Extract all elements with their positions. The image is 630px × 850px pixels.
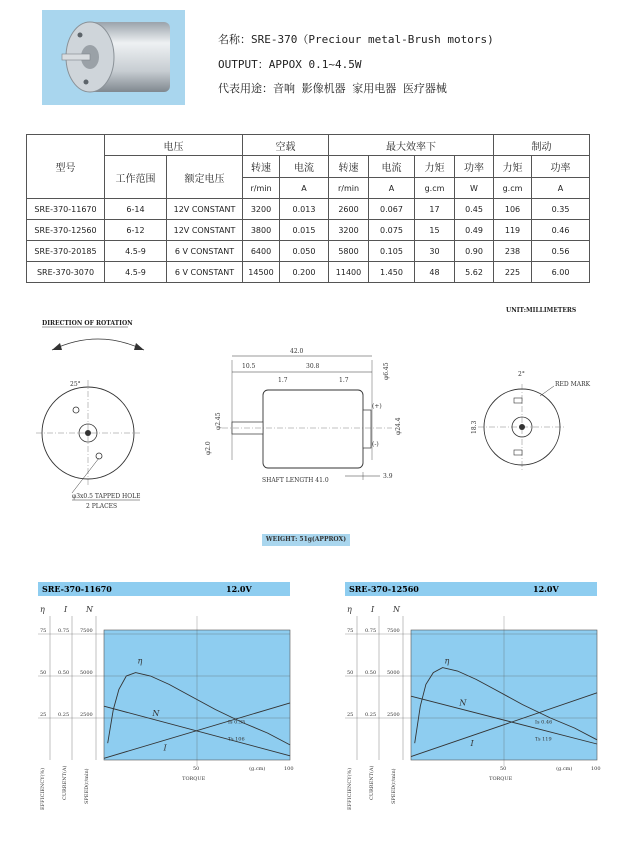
cell: 6 V CONSTANT — [167, 241, 243, 262]
shaft-dot — [85, 430, 91, 436]
x-tick-label: 50 — [500, 766, 507, 772]
dimension-drawing — [0, 300, 630, 525]
current-symbol: I — [371, 605, 375, 614]
cell: 4.5-9 — [105, 262, 167, 283]
cell: 3200 — [243, 199, 280, 220]
spd-tick-label: 5000 — [80, 670, 93, 676]
cell: 6400 — [243, 241, 280, 262]
spd-tick-label: 7500 — [80, 628, 93, 634]
eff-tick-label: 75 — [40, 628, 47, 634]
cell: 4.5-9 — [105, 241, 167, 262]
cell: 106 — [494, 199, 532, 220]
rotation-arrow — [52, 339, 144, 350]
cell: SRE-370-12560 — [27, 220, 105, 241]
spec-table — [26, 134, 590, 283]
th-unit: g.cm — [494, 178, 532, 199]
minus-terminal: (-) — [372, 441, 379, 448]
weight-label: WEIGHT: 51g(APPROX) — [262, 534, 350, 546]
cur-tick-label: 0.25 — [365, 712, 377, 718]
angle-right: 2° — [518, 371, 525, 378]
cell: SRE-370-11670 — [27, 199, 105, 220]
end-cap — [363, 410, 371, 448]
cell: SRE-370-20185 — [27, 241, 105, 262]
cell: 11400 — [329, 262, 369, 283]
table-row — [27, 262, 590, 283]
dim-a: 10.5 — [242, 363, 256, 370]
efficiency-axis-label: EFFICIENCY(%) — [347, 767, 353, 810]
motor-image — [42, 10, 185, 105]
eff-tick-label: 25 — [40, 712, 47, 718]
leader-line — [72, 458, 99, 493]
cell: 0.46 — [532, 220, 590, 241]
current-axis-label: CURRENT(A) — [62, 765, 68, 800]
eff-tick-label: 75 — [347, 628, 354, 634]
dim-phi645: φ6.45 — [383, 362, 390, 380]
th-sub: 功率 — [455, 156, 494, 178]
th-sub: 功率 — [532, 156, 590, 178]
motor-photo — [42, 10, 185, 105]
unit-label: UNIT:MILLIMETERS — [506, 307, 577, 314]
th-max-efficiency: 最大效率下 — [329, 135, 494, 156]
cell: 0.35 — [532, 199, 590, 220]
chart-title: SRE-370-11670 — [42, 584, 112, 594]
plus-terminal: (+) — [372, 403, 382, 410]
series-label: I — [163, 743, 167, 753]
annotation: Ts 119 — [535, 736, 552, 743]
cur-tick-label: 0.50 — [58, 670, 70, 676]
annotation: Ts 106 — [228, 736, 245, 743]
th-sub: 电流 — [280, 156, 329, 178]
cell: 2600 — [329, 199, 369, 220]
usage-line: 代表用途：音响 影像机器 家用电器 医疗器械 — [218, 82, 447, 95]
cell: 0.90 — [455, 241, 494, 262]
cell: 0.075 — [369, 220, 415, 241]
eff-tick-label: 50 — [347, 670, 354, 676]
th-brake: 制动 — [494, 135, 590, 156]
terminal — [514, 398, 522, 403]
chart-voltage: 12.0V — [533, 584, 559, 594]
dim-39: 3.9 — [383, 473, 393, 480]
cell: 225 — [494, 262, 532, 283]
speed-axis-label: SPEED(r/min) — [391, 768, 397, 804]
shaft-length: SHAFT LENGTH 41.0 — [262, 477, 329, 484]
cell: 48 — [415, 262, 455, 283]
cell: 6-12 — [105, 220, 167, 241]
dim-c: 1.7 — [278, 377, 288, 384]
th-unit: W — [455, 178, 494, 199]
th-voltage: 电压 — [105, 135, 243, 156]
output-line: OUTPUT：APPOX 0.1~4.5W — [218, 58, 362, 71]
th-model: 型号 — [27, 135, 105, 199]
places-label: 2 PLACES — [86, 503, 118, 510]
cell: 1.450 — [369, 262, 415, 283]
th-noload: 空载 — [243, 135, 329, 156]
x-tick-label: 100 — [591, 766, 601, 772]
dim-phi20: φ2.0 — [205, 441, 212, 455]
cur-tick-label: 0.75 — [365, 628, 377, 634]
cell: 6-14 — [105, 199, 167, 220]
tapped-hole — [73, 407, 79, 413]
cell: 0.013 — [280, 199, 329, 220]
annotation: Is 0.46 — [535, 719, 553, 726]
x-tick-label: 100 — [284, 766, 294, 772]
table-header-row-2 — [27, 156, 590, 178]
arrow-head-left — [52, 343, 62, 350]
current-axis-label: CURRENT(A) — [369, 765, 375, 800]
cell: 0.200 — [280, 262, 329, 283]
x-unit-label: (g.cm) — [249, 766, 266, 772]
cell: 5800 — [329, 241, 369, 262]
th-sub: 电流 — [369, 156, 415, 178]
th-unit: g.cm — [415, 178, 455, 199]
cell: 3200 — [329, 220, 369, 241]
cell: 6.00 — [532, 262, 590, 283]
dim-b: 30.8 — [306, 363, 320, 370]
th-sub: 力矩 — [494, 156, 532, 178]
th-unit: r/min — [329, 178, 369, 199]
cell: 3800 — [243, 220, 280, 241]
eff-tick-label: 25 — [347, 712, 354, 718]
efficiency-symbol: η — [40, 605, 45, 614]
th-unit: A — [532, 178, 590, 199]
th-unit: A — [280, 178, 329, 199]
cell: 0.050 — [280, 241, 329, 262]
speed-symbol: N — [86, 605, 93, 614]
cell: 17 — [415, 199, 455, 220]
x-unit-label: (g.cm) — [556, 766, 573, 772]
dim-183: 18.3 — [471, 420, 478, 434]
cur-tick-label: 0.25 — [58, 712, 70, 718]
cell: 15 — [415, 220, 455, 241]
speed-axis-label: SPEED(r/min) — [84, 768, 90, 804]
dim-phi244: φ24.4 — [395, 417, 402, 435]
efficiency-axis-label: EFFICIENCY(%) — [40, 767, 46, 810]
cell: 30 — [415, 241, 455, 262]
model-name-line: 名称：SRE-370（Preciour metal-Brush motors) — [218, 33, 494, 46]
cell: 12V CONSTANT — [167, 199, 243, 220]
cell: 0.49 — [455, 220, 494, 241]
cell: 0.105 — [369, 241, 415, 262]
th-sub: 转速 — [329, 156, 369, 178]
eff-tick-label: 50 — [40, 670, 47, 676]
th-unit: A — [369, 178, 415, 199]
chart-voltage: 12.0V — [226, 584, 252, 594]
cur-tick-label: 0.50 — [365, 670, 377, 676]
angle-left: 25° — [70, 381, 81, 388]
table-row — [27, 220, 590, 241]
th-sub: 力矩 — [415, 156, 455, 178]
direction-label: DIRECTION OF ROTATION — [42, 320, 133, 327]
cell: 119 — [494, 220, 532, 241]
dim-phi245: φ2.45 — [215, 412, 222, 430]
series-label: η — [137, 656, 143, 666]
efficiency-symbol: η — [347, 605, 352, 614]
cur-tick-label: 0.75 — [58, 628, 70, 634]
cell: 0.015 — [280, 220, 329, 241]
series-label: N — [459, 698, 467, 708]
cell: SRE-370-3070 — [27, 262, 105, 283]
performance-charts — [0, 570, 630, 840]
torque-label: TORQUE — [489, 776, 513, 782]
table-header-row-1 — [27, 135, 590, 156]
terminal — [514, 450, 522, 455]
cell: 238 — [494, 241, 532, 262]
th-rated: 额定电压 — [167, 156, 243, 199]
cell: 5.62 — [455, 262, 494, 283]
cell: 0.067 — [369, 199, 415, 220]
table-row — [27, 241, 590, 262]
dim-d: 1.7 — [339, 377, 349, 384]
table-row — [27, 199, 590, 220]
shaft-dot — [519, 424, 525, 430]
spd-tick-label: 7500 — [387, 628, 400, 634]
cell: 14500 — [243, 262, 280, 283]
arrow-head-right — [134, 343, 144, 350]
tapped-hole-label: φ3x0.5 TAPPED HOLE — [72, 493, 141, 500]
red-mark-label: RED MARK — [555, 381, 591, 388]
th-sub: 转速 — [243, 156, 280, 178]
motor-body — [263, 390, 363, 468]
cell: 0.56 — [532, 241, 590, 262]
spd-tick-label: 2500 — [387, 712, 400, 718]
speed-symbol: N — [393, 605, 400, 614]
cell: 0.45 — [455, 199, 494, 220]
th-range: 工作范围 — [105, 156, 167, 199]
x-tick-label: 50 — [193, 766, 200, 772]
spd-tick-label: 5000 — [387, 670, 400, 676]
dim-total: 42.0 — [290, 348, 304, 355]
series-label: I — [470, 739, 474, 749]
torque-label: TORQUE — [182, 776, 206, 782]
annotation: Is 0.35 — [228, 719, 246, 726]
series-label: η — [444, 656, 450, 666]
series-label: N — [152, 709, 160, 719]
th-unit: r/min — [243, 178, 280, 199]
spd-tick-label: 2500 — [80, 712, 93, 718]
chart-title: SRE-370-12560 — [349, 584, 419, 594]
current-symbol: I — [64, 605, 68, 614]
cell: 12V CONSTANT — [167, 220, 243, 241]
cell: 6 V CONSTANT — [167, 262, 243, 283]
